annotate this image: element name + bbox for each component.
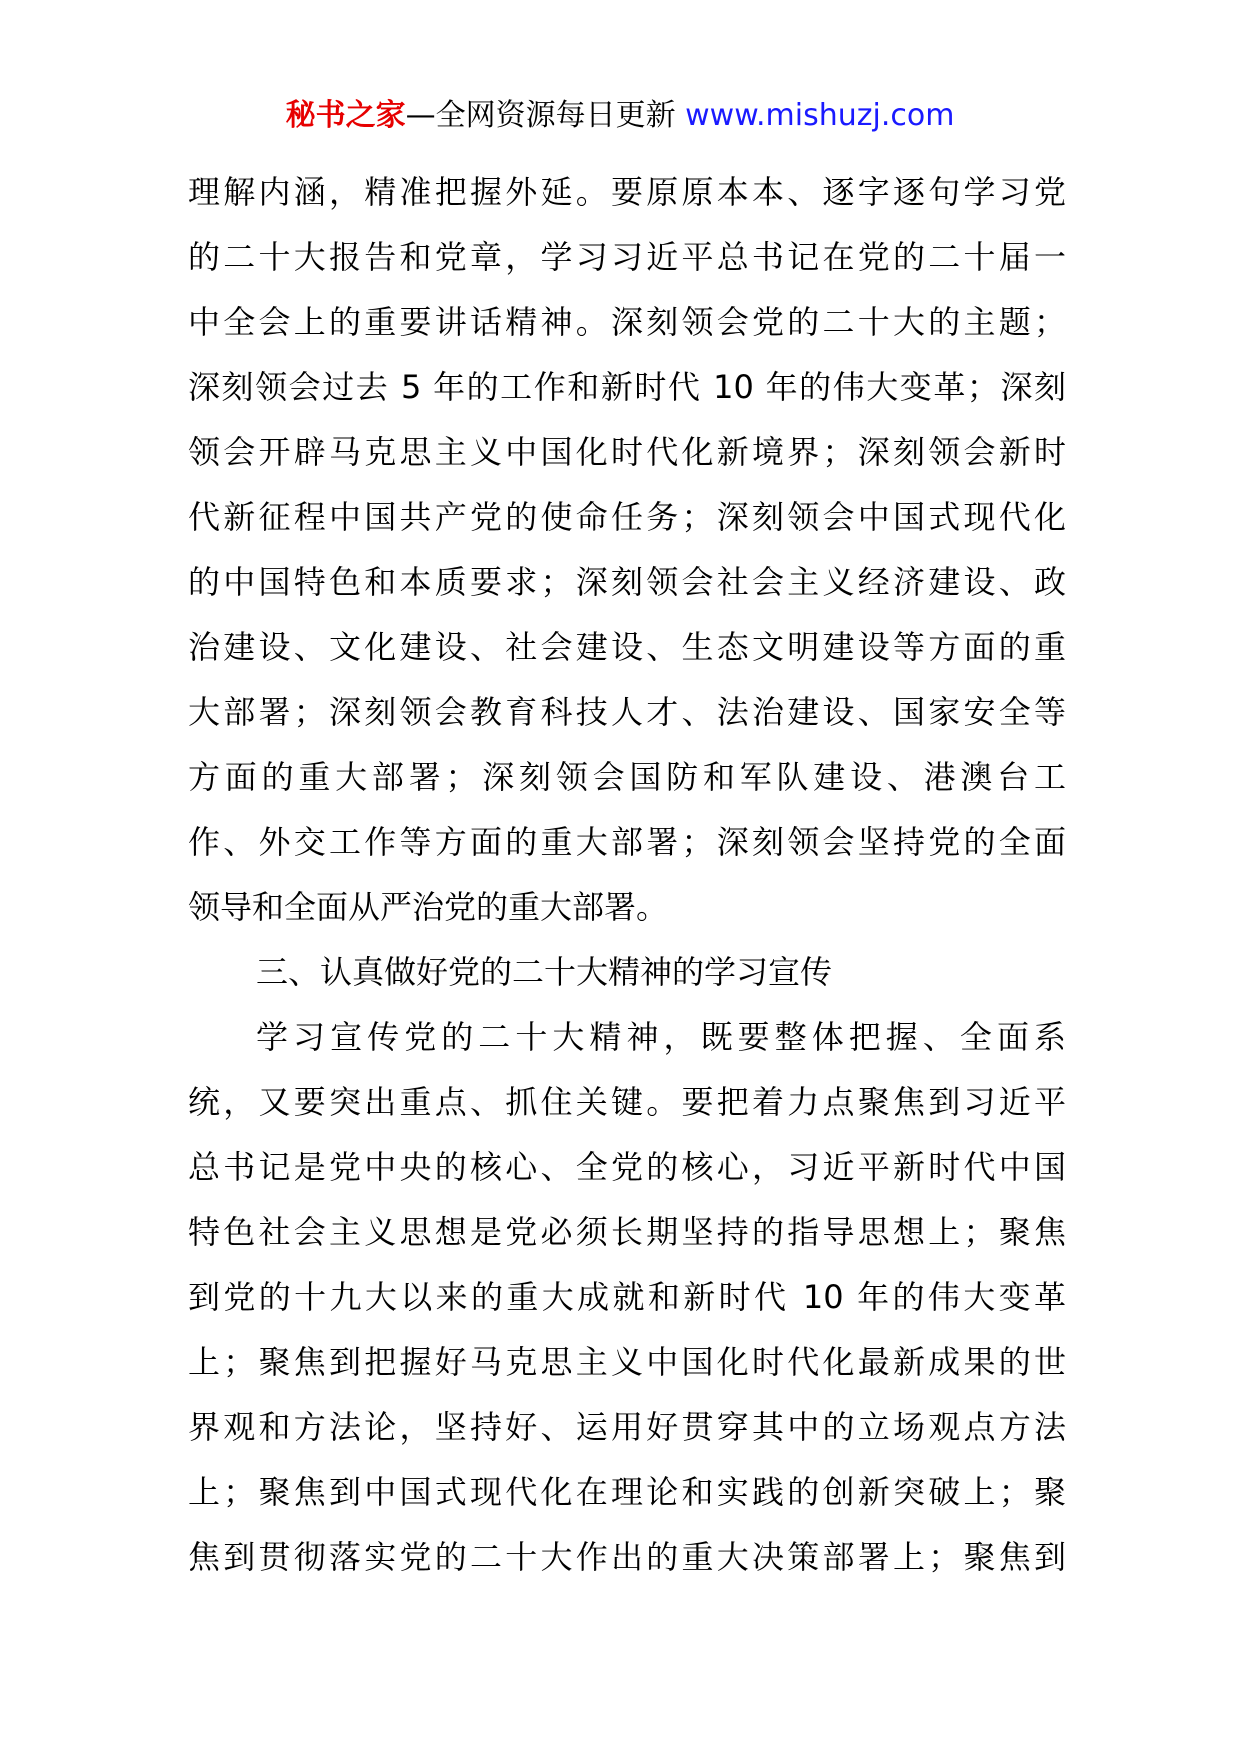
document-body	[188, 160, 1066, 1590]
body-line: 深刻领会过去 5 年的工作和新时代 10 年的伟大变革；深刻	[188, 368, 1066, 406]
body-line: 特色社会主义思想是党必须长期坚持的指导思想上；聚焦	[188, 1213, 1066, 1251]
body-line: 到党的十九大以来的重大成就和新时代 10 年的伟大变革	[188, 1278, 1066, 1316]
body-line: 的二十大报告和党章，学习习近平总书记在党的二十届一	[188, 238, 1066, 276]
site-header	[0, 96, 1240, 136]
body-line: 界观和方法论，坚持好、运用好贯穿其中的立场观点方法	[188, 1408, 1066, 1446]
body-line: 统，又要突出重点、抓住关键。要把着力点聚焦到习近平	[188, 1083, 1066, 1121]
site-url: www.mishuzj.com	[685, 98, 955, 133]
brand-name: 秘书之家	[285, 98, 406, 133]
body-line: 焦到贯彻落实党的二十大作出的重大决策部署上；聚焦到	[188, 1538, 1066, 1576]
body-line: 代新征程中国共产党的使命任务；深刻领会中国式现代化	[188, 498, 1066, 536]
body-line: 治建设、文化建设、社会建设、生态文明建设等方面的重	[188, 628, 1066, 666]
body-line: 上；聚焦到把握好马克思主义中国化时代化最新成果的世	[188, 1343, 1066, 1381]
body-line: 领导和全面从严治党的重大部署。	[188, 888, 669, 926]
body-line: 中全会上的重要讲话精神。深刻领会党的二十大的主题；	[188, 303, 1066, 341]
body-line: 大部署；深刻领会教育科技人才、法治建设、国家安全等	[188, 693, 1066, 731]
body-line: 作、外交工作等方面的重大部署；深刻领会坚持党的全面	[188, 823, 1066, 861]
body-line: 方面的重大部署；深刻领会国防和军队建设、港澳台工	[188, 758, 1066, 796]
body-line: 领会开辟马克思主义中国化时代化新境界；深刻领会新时	[188, 433, 1066, 471]
section-heading: 三、认真做好党的二十大精神的学习宣传	[256, 953, 833, 991]
header-tagline: —全网资源每日更新	[405, 98, 686, 133]
body-line: 的中国特色和本质要求；深刻领会社会主义经济建设、政	[188, 563, 1066, 601]
body-line: 学习宣传党的二十大精神，既要整体把握、全面系	[256, 1018, 1066, 1056]
body-line: 理解内涵，精准把握外延。要原原本本、逐字逐句学习党	[188, 173, 1066, 211]
body-line: 总书记是党中央的核心、全党的核心，习近平新时代中国	[188, 1148, 1066, 1186]
body-line: 上；聚焦到中国式现代化在理论和实践的创新突破上；聚	[188, 1473, 1066, 1511]
